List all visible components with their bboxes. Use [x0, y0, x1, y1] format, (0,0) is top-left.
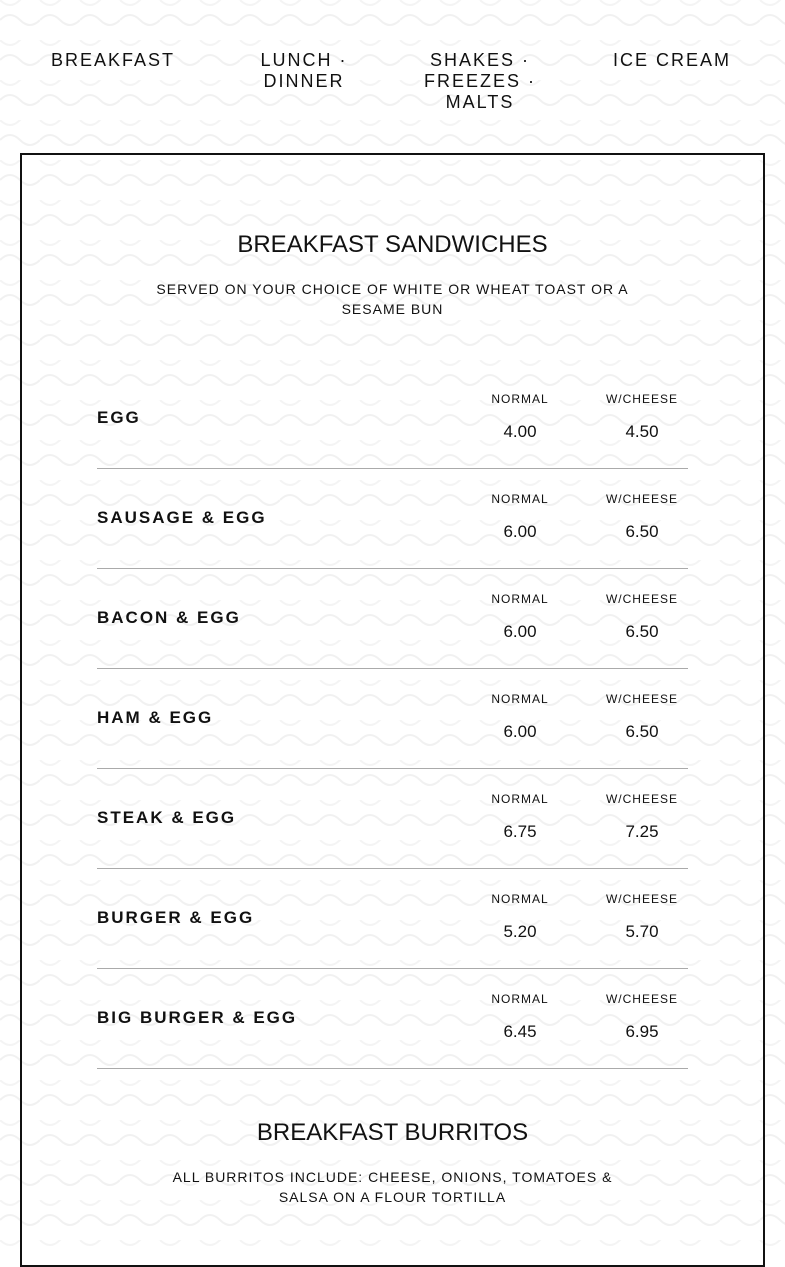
- price-normal-column: [465, 892, 575, 942]
- nav-shakes-label-line-2: FREEZES ·: [423, 71, 536, 91]
- price-label-cheese: W/CHEESE: [605, 592, 678, 606]
- menu-panel: [20, 153, 765, 1267]
- price-label-cheese: W/CHEESE: [605, 692, 678, 706]
- nav-shakes-freezes-malts[interactable]: [410, 50, 550, 113]
- sandwiches-title: BREAKFAST SANDWICHES: [237, 231, 548, 258]
- nav-lunch-dinner-label-line-1: LUNCH ·: [260, 50, 348, 70]
- nav-shakes-label-line-3: MALTS: [445, 92, 515, 112]
- price-cheese: 4.50: [625, 422, 659, 441]
- price-normal-column: [465, 492, 575, 542]
- price-cheese: 6.50: [625, 522, 659, 541]
- price-normal-column: [465, 392, 575, 442]
- nav-shakes-label-line-1: SHAKES ·: [429, 50, 531, 70]
- menu-item-row: [97, 468, 688, 569]
- item-name: BACON & EGG: [97, 608, 241, 627]
- nav-breakfast-label: BREAKFAST: [50, 50, 176, 70]
- menu-item-row: [97, 368, 688, 469]
- price-label-normal: NORMAL: [491, 892, 549, 906]
- price-label-cheese: W/CHEESE: [605, 992, 678, 1006]
- price-normal-column: [465, 992, 575, 1042]
- item-name: HAM & EGG: [97, 708, 214, 727]
- nav-ice-cream[interactable]: [602, 50, 742, 71]
- price-label-cheese: W/CHEESE: [605, 792, 678, 806]
- burritos-title: BREAKFAST BURRITOS: [256, 1119, 529, 1146]
- price-normal-column: [465, 692, 575, 742]
- item-name: EGG: [97, 408, 141, 427]
- nav-lunch-dinner-label-line-2: DINNER: [263, 71, 345, 91]
- price-label-cheese: W/CHEESE: [605, 492, 678, 506]
- price-normal: 6.00: [503, 522, 537, 541]
- item-name: STEAK & EGG: [97, 808, 237, 827]
- sandwiches-description: SERVED ON YOUR CHOICE OF WHITE OR WHEAT TOAST OR A SESAME BUN: [156, 281, 629, 317]
- menu-item-row: [97, 668, 688, 769]
- price-normal: 5.20: [503, 922, 537, 941]
- price-label-normal: NORMAL: [491, 692, 549, 706]
- price-cheese-column: [587, 592, 697, 642]
- menu-item-row: [97, 768, 688, 869]
- nav-lunch-dinner[interactable]: [239, 50, 369, 92]
- item-name: SAUSAGE & EGG: [97, 508, 267, 527]
- price-label-cheese: W/CHEESE: [605, 892, 678, 906]
- price-label-normal: NORMAL: [491, 792, 549, 806]
- price-normal: 6.00: [503, 722, 537, 741]
- price-cheese: 5.70: [625, 922, 659, 941]
- price-normal: 4.00: [503, 422, 537, 441]
- price-cheese: 7.25: [625, 822, 659, 841]
- menu-item-row: [97, 568, 688, 669]
- category-nav: [0, 0, 785, 150]
- price-cheese-column: [587, 892, 697, 942]
- price-normal: 6.45: [503, 1022, 537, 1041]
- price-cheese: 6.50: [625, 622, 659, 641]
- price-cheese-column: [587, 992, 697, 1042]
- price-normal-column: [465, 592, 575, 642]
- price-label-cheese: W/CHEESE: [605, 392, 678, 406]
- nav-breakfast[interactable]: [48, 50, 178, 71]
- price-normal-column: [465, 792, 575, 842]
- price-cheese-column: [587, 692, 697, 742]
- price-label-normal: NORMAL: [491, 492, 549, 506]
- price-normal: 6.00: [503, 622, 537, 641]
- menu-item-row: [97, 868, 688, 969]
- price-label-normal: NORMAL: [491, 992, 549, 1006]
- item-name: BURGER & EGG: [97, 908, 255, 927]
- price-cheese: 6.95: [625, 1022, 659, 1041]
- price-cheese-column: [587, 792, 697, 842]
- price-cheese: 6.50: [625, 722, 659, 741]
- menu-item-row: [97, 968, 688, 1069]
- nav-ice-cream-label: ICE CREAM: [612, 50, 731, 70]
- burritos-description: ALL BURRITOS INCLUDE: CHEESE, ONIONS, TOMATOES & SALSA ON A FLOUR TORTILLA: [172, 1169, 613, 1205]
- price-label-normal: NORMAL: [491, 592, 549, 606]
- item-name: BIG BURGER & EGG: [97, 1008, 298, 1027]
- price-label-normal: NORMAL: [491, 392, 549, 406]
- price-normal: 6.75: [503, 822, 537, 841]
- price-cheese-column: [587, 492, 697, 542]
- price-cheese-column: [587, 392, 697, 442]
